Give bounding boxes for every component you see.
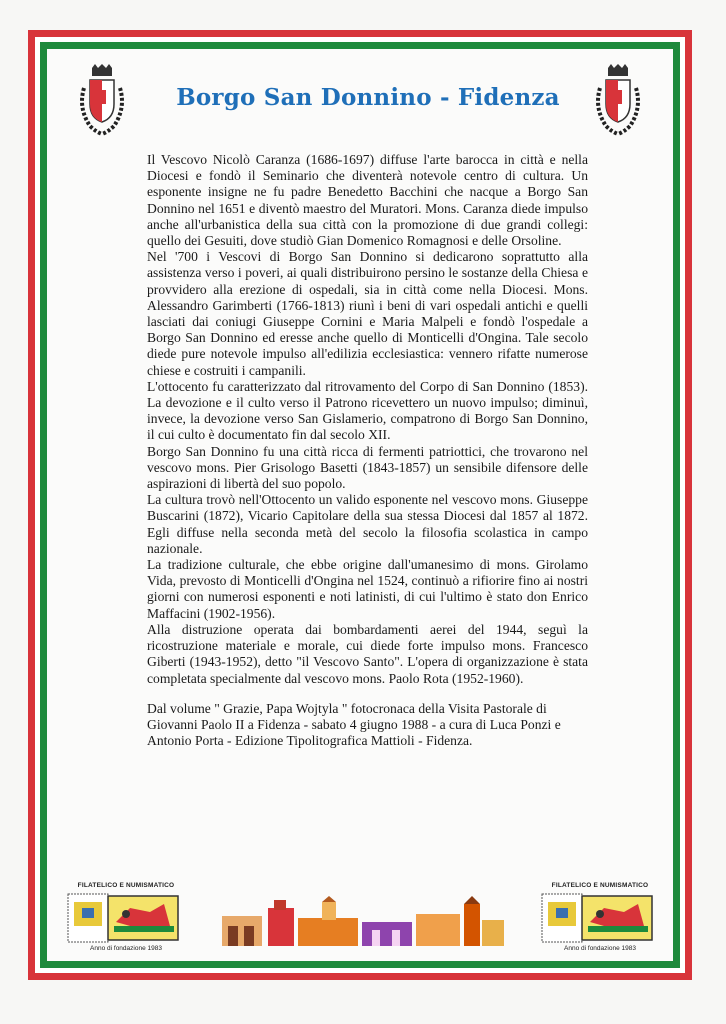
paragraph: L'ottocento fu caratterizzato dal ritrovamento del Corpo di San Donnino (1853). La devozione e il culto verso il Patrono ricevettero un nuovo impulso; diminuì, invece, la devozione verso San Gislamerio, compatrono di Borgo San Donnino, il cui culto è documentato fin dal secolo XII.	[147, 378, 588, 443]
paragraph: Nel '700 i Vescovi di Borgo San Donnino si dedicarono soprattutto alla assistenza verso i poveri, ai quali distribuirono persino le sostanze della Chiesa e provvidero alla erezione di ospedali, sia in città come nella Diocesi. Mons. Alessandro Garimberti (1766-1813) riunì i beni di vari ospedali antichi e quelli lasciati dai coniugi Giuseppe Cornini e Maria Malpeli e fondò l'ospedale a Borgo San Donnino ed eresse anche quello di Monticelli d'Ongina. Tale secolo diede pure notevole impulso all'edilizia ecclesiastica: vennero rifatte numerose chiese e costruiti i campanili.	[147, 249, 588, 378]
philatelic-stamp-right	[538, 882, 662, 956]
philatelic-stamp-left	[64, 882, 188, 956]
paragraph: Alla distruzione operata dai bombardamenti aerei del 1944, seguì la ricostruzione materiale e morale, cui diede forte impulso mons. Francesco Giberti (1943-1952), detto "il Vescovo Santo". L'opera di organizzazione è stata completata specialmente dal vescovo mons. Paolo Rota (1952-1960).	[147, 621, 588, 686]
stamp-year: Anno di fondazione 1983	[90, 945, 162, 952]
stamp-label: FILATELICO E NUMISMATICO	[551, 882, 649, 889]
body-text	[147, 152, 588, 749]
paragraph: La cultura trovò nell'Ottocento un valido esponente nel vescovo mons. Giuseppe Buscarini (1872), Vicario Capitolare della sua stessa Diocesi dal 1857 al 1872. Egli diffuse nella seconda metà del secolo la filosofia scolastica in campo nazionale.	[147, 492, 588, 556]
stamp-year: Anno di fondazione 1983	[564, 945, 636, 952]
coat-of-arms-icon	[72, 64, 132, 144]
philatelic-stamp-icon	[64, 890, 188, 946]
page-title: Borgo San Donnino - Fidenza	[176, 84, 560, 111]
paragraph: La tradizione culturale, che ebbe origine dall'umanesimo di mons. Girolamo Vida, prevosto di Monticelli d'Ongina nel 1524, continuò a rifiorire fino ai nostri giorni con numerosi esponenti e noti latinisti, di cui l'ultimo è stato don Enrico Maffacini (1902-1956).	[147, 557, 588, 621]
citation: Dal volume " Grazie, Papa Wojtyla " fotocronaca della Visita Pastorale di Giovanni Paolo II a Fidenza - sabato 4 giugno 1988 - a cura di Luca Ponzi e Antonio Porta - Edizione Tipolitografica Mattioli - Fidenza.	[147, 700, 561, 749]
stamp-label: FILATELICO E NUMISMATICO	[77, 882, 175, 889]
city-skyline-image	[222, 896, 504, 948]
paragraph: Il Vescovo Nicolò Caranza (1686-1697) diffuse l'arte barocca in città e nella Diocesi e fondò il Seminario che diventerà notevole centro di cultura. Un esponente insigne ne fu padre Benedetto Bacchini che nacque a Borgo San Donnino nel 1651 e diventò maestro del Muratori. Mons. Caranza diede impulso anche all'urbanistica della sua città con la promozione di due grandi collegi: quello dei Gesuiti, dove studiò Gian Domenico Romagnosi e delle Orsoline.	[147, 152, 588, 249]
paragraph: Borgo San Donnino fu una città ricca di fermenti patriottici, che trovarono nel vescovo mons. Pier Grisologo Basetti (1843-1857) un sensibile difensore delle aspirazioni di libertà del suo popolo.	[147, 443, 588, 492]
philatelic-stamp-icon	[538, 890, 662, 946]
